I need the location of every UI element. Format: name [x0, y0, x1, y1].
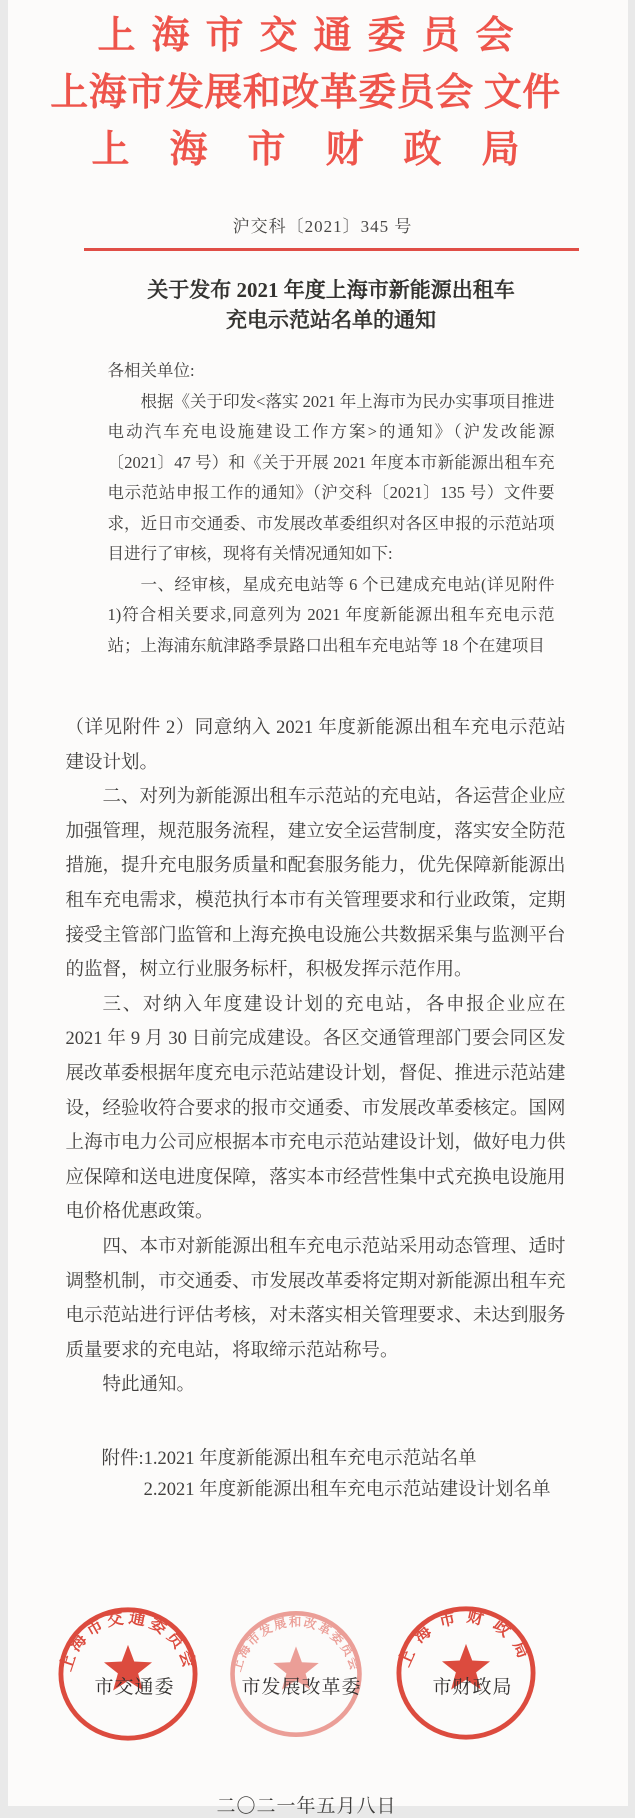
seal-ring-text: 上海市发展和改革委员会 — [228, 1614, 363, 1673]
paragraph-item-1: 一、经审核，星成充电站等 6 个已建成充电站(详见附件1)符合相关要求,同意列为 2021 年度新能源出租车充电示范站；上海浦东航津路季景路口出租车充电站等 18 个在建项目 — [108, 570, 555, 662]
document-page — [8, 0, 628, 1806]
seal-ring-text: 上海市财政局 — [393, 1605, 537, 1669]
agency-header-line-2: 上海市发展和改革委员会 文件 — [8, 65, 604, 122]
body-page-2 — [66, 711, 566, 1403]
salutation: 各相关单位: — [108, 356, 555, 387]
seal-label-jiaotongwei: 市交通委 — [65, 1672, 205, 1699]
paragraph-item-3: 三、对纳入年度建设计划的充电站，各申报企业应在 2021 年 9 月 30 日前完成建设。各区交通管理部门要会同区发展改革委根据年度充电示范站建设计划，督促、推进示范站建设，经验收符合要求的报市交通委、市发展改革委核定。国网上海市电力公司应根据本市充电示范站建设计划，做好电力供应保障和送电进度保障，落实本市经营性集中式充换电设施用电价格优惠政策。 — [66, 988, 566, 1230]
agency-header-line-3: 上海市财政局 — [8, 122, 604, 179]
seal-ring-text: 上海市交通委员会 — [55, 1607, 201, 1674]
document-title-line-2: 充电示范站名单的通知 — [108, 305, 555, 335]
attachments — [102, 1444, 572, 1506]
red-divider — [84, 248, 579, 251]
attachment-item-1: 1.2021 年度新能源出租车充电示范站名单 — [144, 1444, 551, 1475]
attachments-label: 附件: — [102, 1444, 144, 1506]
seal-label-fagaiwei: 市发展改革委 — [222, 1672, 382, 1699]
attachment-item-2: 2.2021 年度新能源出租车充电示范站建设计划名单 — [144, 1475, 551, 1506]
issue-date: 二〇二一年五月八日 — [217, 1791, 417, 1818]
document-title — [108, 275, 555, 335]
paragraph-item-2: 二、对列为新能源出租车示范站的充电站，各运营企业应加强管理，规范服务流程，建立安全运营制度，落实安全防范措施，提升充电服务质量和配套服务能力，优先保障新能源出租车充电需求，模范执行本市有关管理要求和行业政策，定期接受主管部门监管和上海充换电设施公共数据采集与监测平台的监督，树立行业服务标杆，积极发挥示范作用。 — [66, 780, 566, 988]
doc-number: 沪交科〔2021〕345 号 — [8, 212, 635, 237]
document-title-line-1: 关于发布 2021 年度上海市新能源出租车 — [108, 275, 555, 305]
body-page-1 — [108, 356, 555, 661]
paragraph-item-1-continued: （详见附件 2）同意纳入 2021 年度新能源出租车充电示范站建设计划。 — [66, 711, 566, 780]
paragraph-closing: 特此通知。 — [66, 1368, 566, 1403]
agency-header — [8, 8, 604, 179]
paragraph-basis: 根据《关于印发<落实 2021 年上海市为民办实事项目推进电动汽车充电设施建设工作方案>的通知》（沪发改能源〔2021〕47 号）和《关于开展 2021 年度本市新能源出租车充电示范站申报工作的通知》（沪交科〔2021〕135 号）文件要求，近日市交通委、市发展改革委组织对各区申报的示范站项目进行了审核，现将有关情况通知如下: — [108, 387, 555, 570]
seal-label-caizhengju: 市财政局 — [403, 1672, 543, 1699]
paragraph-item-4: 四、本市对新能源出租车充电示范站采用动态管理、适时调整机制，市交通委、市发展改革委将定期对新能源出租车充电示范站进行评估考核，对未落实相关管理要求、未达到服务质量要求的充电站，将取缔示范站称号。 — [66, 1230, 566, 1368]
agency-header-line-1: 上海市交通委员会 — [8, 8, 604, 65]
